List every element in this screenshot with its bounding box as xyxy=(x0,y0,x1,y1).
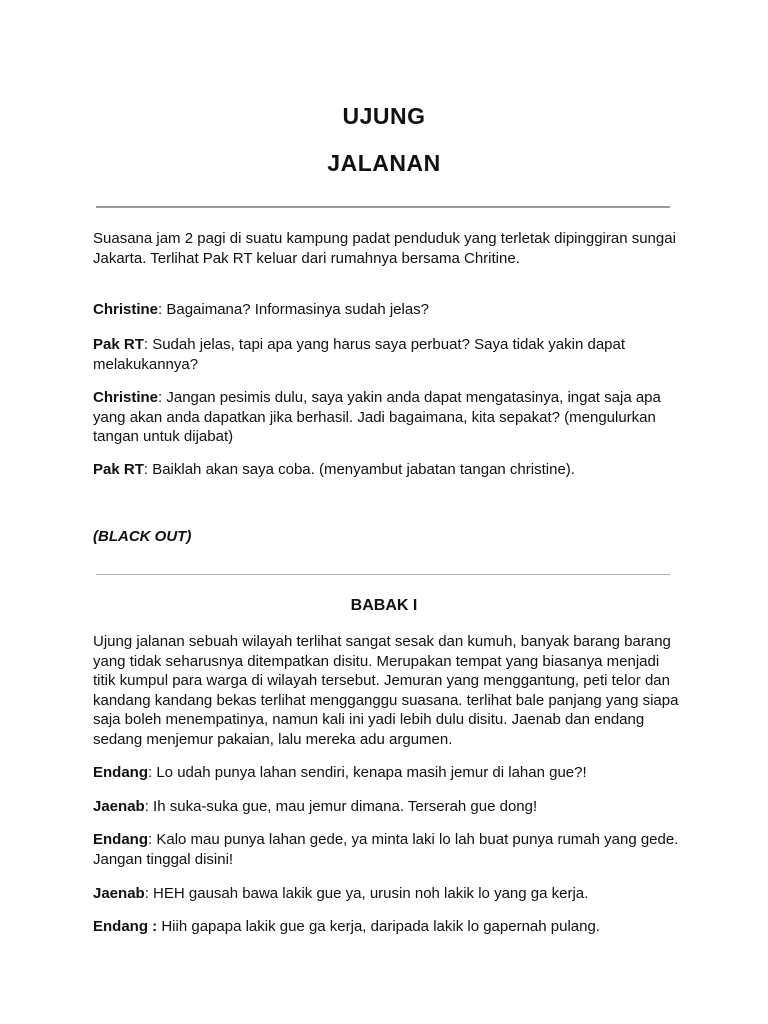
dialogue-text: Sudah jelas, tapi apa yang harus saya perbuat? Saya tidak yakin dapat melakukannya? xyxy=(93,336,626,373)
dialogue-line xyxy=(93,917,683,937)
speaker-name: Christine xyxy=(93,389,159,406)
dialogue-text: Lo udah punya lahan sendiri, kenapa masih jemur di lahan gue?! xyxy=(156,764,587,781)
speaker-name: Pak RT xyxy=(93,336,144,353)
speaker-name: Jaenab xyxy=(93,798,145,815)
dialogue-text: Jangan pesimis dulu, saya yakin anda dapat mengatasinya, ingat saja apa yang akan anda dapatkan jika berhasil. Jadi bagaimana, kita sepakat? (mengulurkan tangan untuk dijabat) xyxy=(93,389,661,445)
dialogue-text: HEH gausah bawa lakik gue ya, urusin noh lakik lo yang ga kerja. xyxy=(153,885,589,902)
speaker-name: Jaenab xyxy=(93,885,145,902)
dialogue-text: Ih suka-suka gue, mau jemur dimana. Terserah gue dong! xyxy=(153,798,538,815)
dialogue-line xyxy=(93,797,683,817)
black-out-cue: (BLACK OUT) xyxy=(93,528,192,545)
speaker-separator: : xyxy=(148,831,157,848)
act-heading: BABAK I xyxy=(350,597,418,614)
speaker-name: Endang xyxy=(93,831,148,848)
speaker-separator: : xyxy=(144,798,154,815)
title-divider xyxy=(96,206,670,208)
dialogue-line xyxy=(93,763,683,783)
dialogue-text: Hiih gapapa lakik gue ga kerja, daripada lakik lo gapernah pulang. xyxy=(161,918,600,935)
dialogue-line xyxy=(93,388,683,447)
speaker-separator: : xyxy=(144,885,154,902)
dialogue-line xyxy=(93,830,683,869)
title-line-1: UJUNG xyxy=(342,103,426,129)
dialogue-text: Bagaimana? Informasinya sudah jelas? xyxy=(166,301,430,318)
title-line-2: JALANAN xyxy=(327,150,441,176)
speaker-name: Endang xyxy=(93,764,148,781)
speaker-name: Christine xyxy=(93,301,159,318)
speaker-separator: : xyxy=(143,336,153,353)
speaker-name: Endang : xyxy=(93,918,158,935)
speaker-separator: : xyxy=(148,764,157,781)
dialogue-line xyxy=(93,884,683,904)
dialogue-text: Baiklah akan saya coba. (menyambut jabatan tangan christine). xyxy=(152,461,575,478)
dialogue-text: Kalo mau punya lahan gede, ya minta laki lo lah buat punya rumah yang gede. Jangan tinggal disini! xyxy=(93,831,679,868)
speaker-separator: : xyxy=(158,389,167,406)
dialogue-line xyxy=(93,335,683,374)
dialogue-line xyxy=(93,460,683,480)
section-divider xyxy=(96,574,670,575)
speaker-separator: : xyxy=(158,301,167,318)
speaker-separator: : xyxy=(143,461,153,478)
speaker-name: Pak RT xyxy=(93,461,144,478)
act1-setting: Ujung jalanan sebuah wilayah terlihat sangat sesak dan kumuh, banyak barang barang yang tidak seharusnya ditempatkan disitu. Merupakan tempat yang biasanya menjadi titik kumpul para warga di wilayah tersebut. Jemuran yang menggantung, peti telor dan kandang kandang bekas terlihat mengganggu suasana. terlihat bale panjang yang siapa saja boleh menempatinya, namun kali ini yadi lebih dulu disitu. Jaenab dan endang sedang menjemur pakaian, lalu mereka adu argumen. xyxy=(93,633,679,748)
prologue-setting: Suasana jam 2 pagi di suatu kampung padat penduduk yang terletak dipinggiran sungai Jakarta. Terlihat Pak RT keluar dari rumahnya bersama Chritine. xyxy=(93,230,676,267)
dialogue-line xyxy=(93,300,683,320)
